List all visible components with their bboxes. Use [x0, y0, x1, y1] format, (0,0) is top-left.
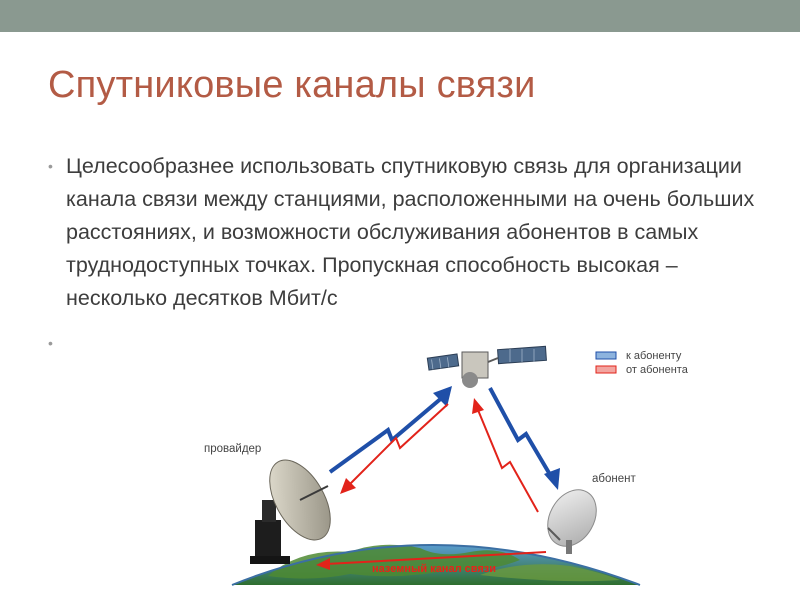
bullet-item [44, 150, 764, 315]
provider-label: провайдер [204, 443, 262, 455]
subscriber-label: абонент [592, 473, 636, 485]
legend-label-from-subscriber: от абонента [626, 364, 688, 376]
satellite-icon [427, 346, 546, 388]
legend-label-to-subscriber: к абоненту [626, 350, 682, 362]
bullet-text: Целесообразнее использовать спутниковую связь для организации канала связи между станциями, расположенными на очень больших расстояниях, и возможности обслуживания абонентов в самых труднодоступных точках. Пропускная способность высокая – несколько десятков Мбит/с [66, 154, 755, 310]
bullet-marker-icon: • [48, 158, 53, 174]
bullet-marker-icon: • [48, 335, 53, 351]
slide-title: Спутниковые каналы связи [48, 64, 536, 106]
provider-dish-icon [250, 450, 343, 564]
legend-swatch-from-subscriber [596, 366, 616, 373]
legend-swatch-to-subscriber [596, 352, 616, 359]
downlink-arrow-provider-icon [340, 404, 448, 494]
satellite-diagram [0, 330, 800, 600]
top-banner [0, 0, 800, 32]
subscriber-dish-icon [538, 481, 606, 555]
uplink-arrow-subscriber-icon [490, 388, 560, 490]
legend [596, 350, 689, 376]
uplink-arrow-icon [330, 386, 452, 472]
bullet-list [44, 150, 764, 357]
ground-channel-label: наземный канал связи [372, 563, 496, 575]
